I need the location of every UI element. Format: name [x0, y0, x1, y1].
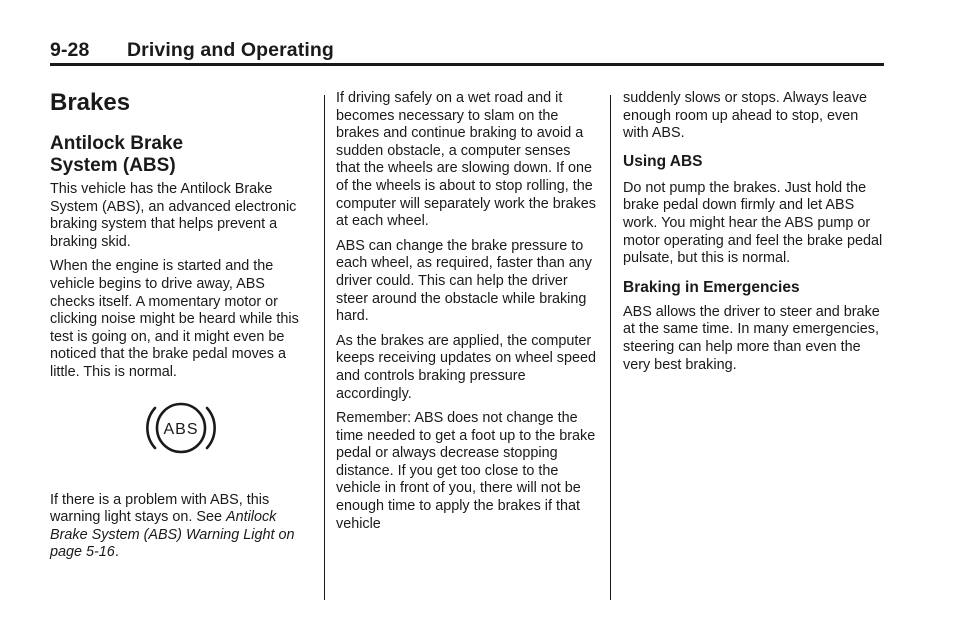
column-1 — [50, 90, 312, 562]
paragraph: When the engine is started and the vehicle begins to drive away, ABS checks itself. A momentary motor or clicking noise might be heard while this test is going on, and it might even be noticed that the brake pedal moves a little. This is normal. — [50, 258, 299, 380]
page-title: Brakes — [50, 89, 131, 116]
heading-using-abs: Using ABS — [623, 152, 703, 170]
paragraph — [50, 492, 312, 562]
subtitle-line-1: Antilock Brake — [50, 133, 184, 154]
column-3 — [623, 90, 885, 374]
column-divider — [324, 95, 325, 600]
column-2 — [336, 90, 598, 533]
page-header — [50, 38, 884, 64]
abs-warning-icon — [145, 400, 217, 456]
cross-reference-link[interactable]: Antilock Brake System (ABS) Warning Light on page 5-16 — [50, 509, 295, 561]
paragraph: As the brakes are applied, the computer keeps receiving updates on wheel speed and controls braking pressure accordingly. — [336, 332, 597, 402]
paragraph: suddenly slows or stops. Always leave enough room up ahead to stop, even with ABS. — [623, 90, 867, 142]
header-rule — [50, 63, 884, 66]
page-number: 9-28 — [50, 39, 90, 61]
paragraph: Remember: ABS does not change the time needed to get a foot up to the brake pedal or always decrease stopping distance. If you get too close to the vehicle in front of you, there will not be enough time to apply the brakes if that vehicle — [336, 410, 596, 532]
paragraph-end: . — [114, 544, 119, 561]
column-divider — [610, 95, 611, 600]
paragraph: ABS allows the driver to steer and brake at the same time. In many emergencies, steering can help more than even the very best braking. — [623, 303, 880, 373]
section-title: Driving and Operating — [127, 39, 334, 61]
paragraph: This vehicle has the Antilock Brake System (ABS), an advanced electronic braking system that helps prevent a braking skid. — [50, 181, 297, 250]
paragraph-text: If there is a problem with ABS, this warning light stays on. See — [50, 491, 270, 526]
paragraph: If driving safely on a wet road and it becomes necessary to slam on the brakes and continue braking to avoid a sudden obstacle, a computer senses that the wheels are slowing down. If one of the wheels is about to stop rolling, the computer will separately work the brakes at each wheel. — [336, 90, 596, 230]
subtitle-line-2: System (ABS) — [50, 155, 176, 176]
abs-icon-label: ABS — [163, 420, 199, 438]
paragraph: Do not pump the brakes. Just hold the brake pedal down firmly and let ABS work. You might hear the ABS pump or motor operating and feel the brake pedal pulsate, but this is normal. — [623, 179, 883, 267]
paragraph: ABS can change the brake pressure to each wheel, as required, faster than any driver could. This can help the driver steer around the obstacle while braking hard. — [336, 237, 592, 325]
abs-warning-light — [50, 400, 312, 478]
heading-braking-in-emergencies: Braking in Emergencies — [623, 278, 800, 296]
